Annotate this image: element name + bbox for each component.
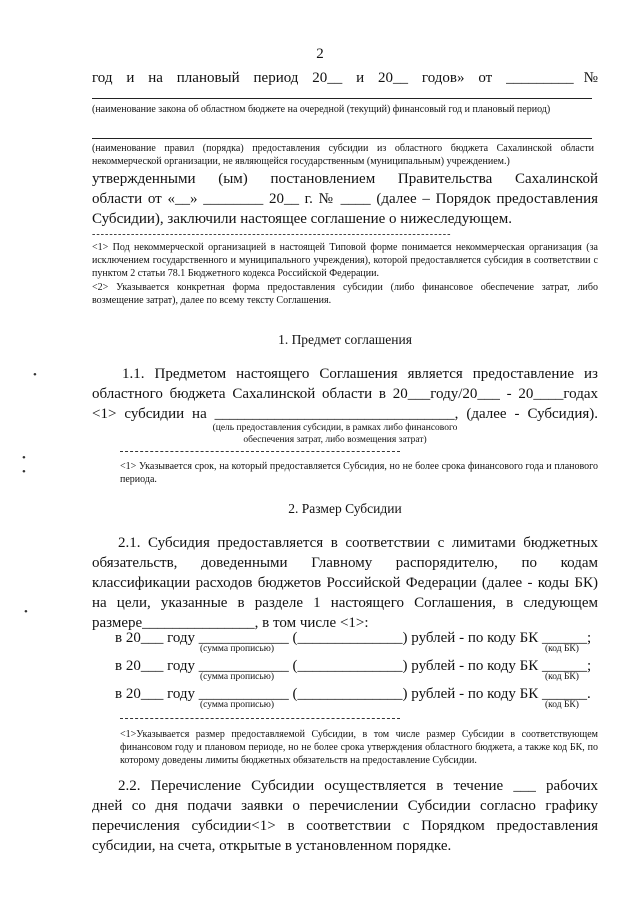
amount-caption-sum: (сумма прописью) [200, 644, 274, 654]
s21-line: размере_______________, в том числе <1>: [92, 615, 369, 631]
footnote-1: <1> Под некоммерческой организацией в настоящей Типовой форме понимается некоммерческая организация (за исключением государственного и муниципального учреждения), которой предоставляется субсидия в соответствии с пунктом 2 статьи 78.1 Бюджетного кодекса Российской Федерации. [92, 242, 598, 279]
section1-title: 1. Предмет соглашения [278, 332, 412, 347]
intro-line: области от «__» ________ 20__ г. № ____ (далее – Порядок предоставления [92, 191, 598, 207]
s21-line: классификации расходов бюджетов Российской Федерации (далее - коды БК) [92, 575, 598, 591]
s22-line: субсидии, на счета, открытые в установленном порядке. [92, 838, 452, 854]
section1-caption: (цель предоставления субсидии, в рамках либо финансового обеспечения затрат, либо возмещения затрат) [212, 423, 458, 445]
s22-line: дней со дня подачи заявки о перечислении Субсидии согласно графику [92, 798, 598, 814]
amount-caption-code: (код БК) [545, 672, 579, 682]
section1-footnote: <1> Указывается срок, на который предоставляется Субсидия, но не более срока финансового года и планового периода. [120, 461, 598, 485]
footnote-2: <2> Указывается конкретная форма предоставления субсидии (либо финансовое обеспечение затрат, либо возмещение затрат), далее по всему тексту Соглашения. [92, 282, 598, 306]
section2-title: 2. Размер Субсидии [288, 501, 402, 516]
scan-mark: • [33, 369, 37, 381]
amount-row-1: в 20___ году ____________ (______________) рублей - по коду БК ______; [115, 630, 592, 646]
intro-line: утвержденными (ым) постановлением Правительства Сахалинской [92, 171, 598, 187]
s22-line: 2.2. Перечисление Субсидии осуществляется в течение ___ рабочих [118, 778, 598, 794]
law-name-line [92, 98, 592, 99]
intro-line: Субсидии), заключили настоящее соглашение о нижеследующем. [92, 211, 512, 227]
header-line: год и на плановый период 20__ и 20__ годов» от _________№ [92, 70, 598, 86]
rules-caption: (наименование правил (порядка) предоставления субсидии из областного бюджета Сахалинской области некоммерческой организации, не являющейся государственным (муниципальным) учреждением.) [92, 143, 594, 167]
section1-divider [120, 451, 400, 452]
scan-mark: • [22, 466, 26, 478]
intro-paragraph [92, 169, 598, 229]
section2-divider [120, 718, 400, 719]
section2-p21 [92, 533, 598, 633]
amount-caption-sum: (сумма прописью) [200, 672, 274, 682]
page-number: 2 [316, 46, 324, 62]
s1-line: <1> субсидии на ________________________________, (далее - Субсидия). [92, 406, 598, 422]
scan-mark: • [24, 606, 28, 618]
s22-line: перечисления субсидии<1> в соответствии с Порядком предоставления [92, 818, 598, 834]
s1-line: областного бюджета Сахалинской области в 20___году/20___ - 20____годах [92, 386, 598, 402]
s21-line: обязательств, доведенными Главному распорядителю, по кодам [92, 555, 598, 571]
s21-line: на цели, указанные в разделе 1 настоящего Соглашения, в следующем [92, 595, 598, 611]
section2-footnote: <1>Указывается размер предоставляемой Субсидии, в том числе размер Субсидии в соответствующем финансовом году и плановом периоде, но не более срока утверждения областного бюджета, а также код БК, по которому доведены лимиты бюджетных обязательств на предоставление Субсидии. [120, 729, 598, 766]
section2-p22 [92, 776, 598, 856]
s1-line: 1.1. Предметом настоящего Соглашения является предоставление из [122, 366, 598, 382]
footnote-divider: ----------------------------------------------------------------------------------- [92, 229, 452, 240]
amount-caption-code: (код БК) [545, 700, 579, 710]
amount-caption-code: (код БК) [545, 644, 579, 654]
scan-mark: • [22, 452, 26, 464]
law-caption: (наименование закона об областном бюджете на очередной (текущий) финансовый год и плановый период) [92, 104, 551, 115]
rules-name-line [92, 138, 592, 139]
amount-row-2: в 20___ году ____________ (______________) рублей - по коду БК ______; [115, 658, 592, 674]
amount-caption-sum: (сумма прописью) [200, 700, 274, 710]
section1-paragraph [92, 364, 598, 424]
amount-row-3: в 20___ году ____________ (______________) рублей - по коду БК ______. [115, 686, 591, 702]
s21-line: 2.1. Субсидия предоставляется в соответствии с лимитами бюджетных [118, 535, 598, 551]
